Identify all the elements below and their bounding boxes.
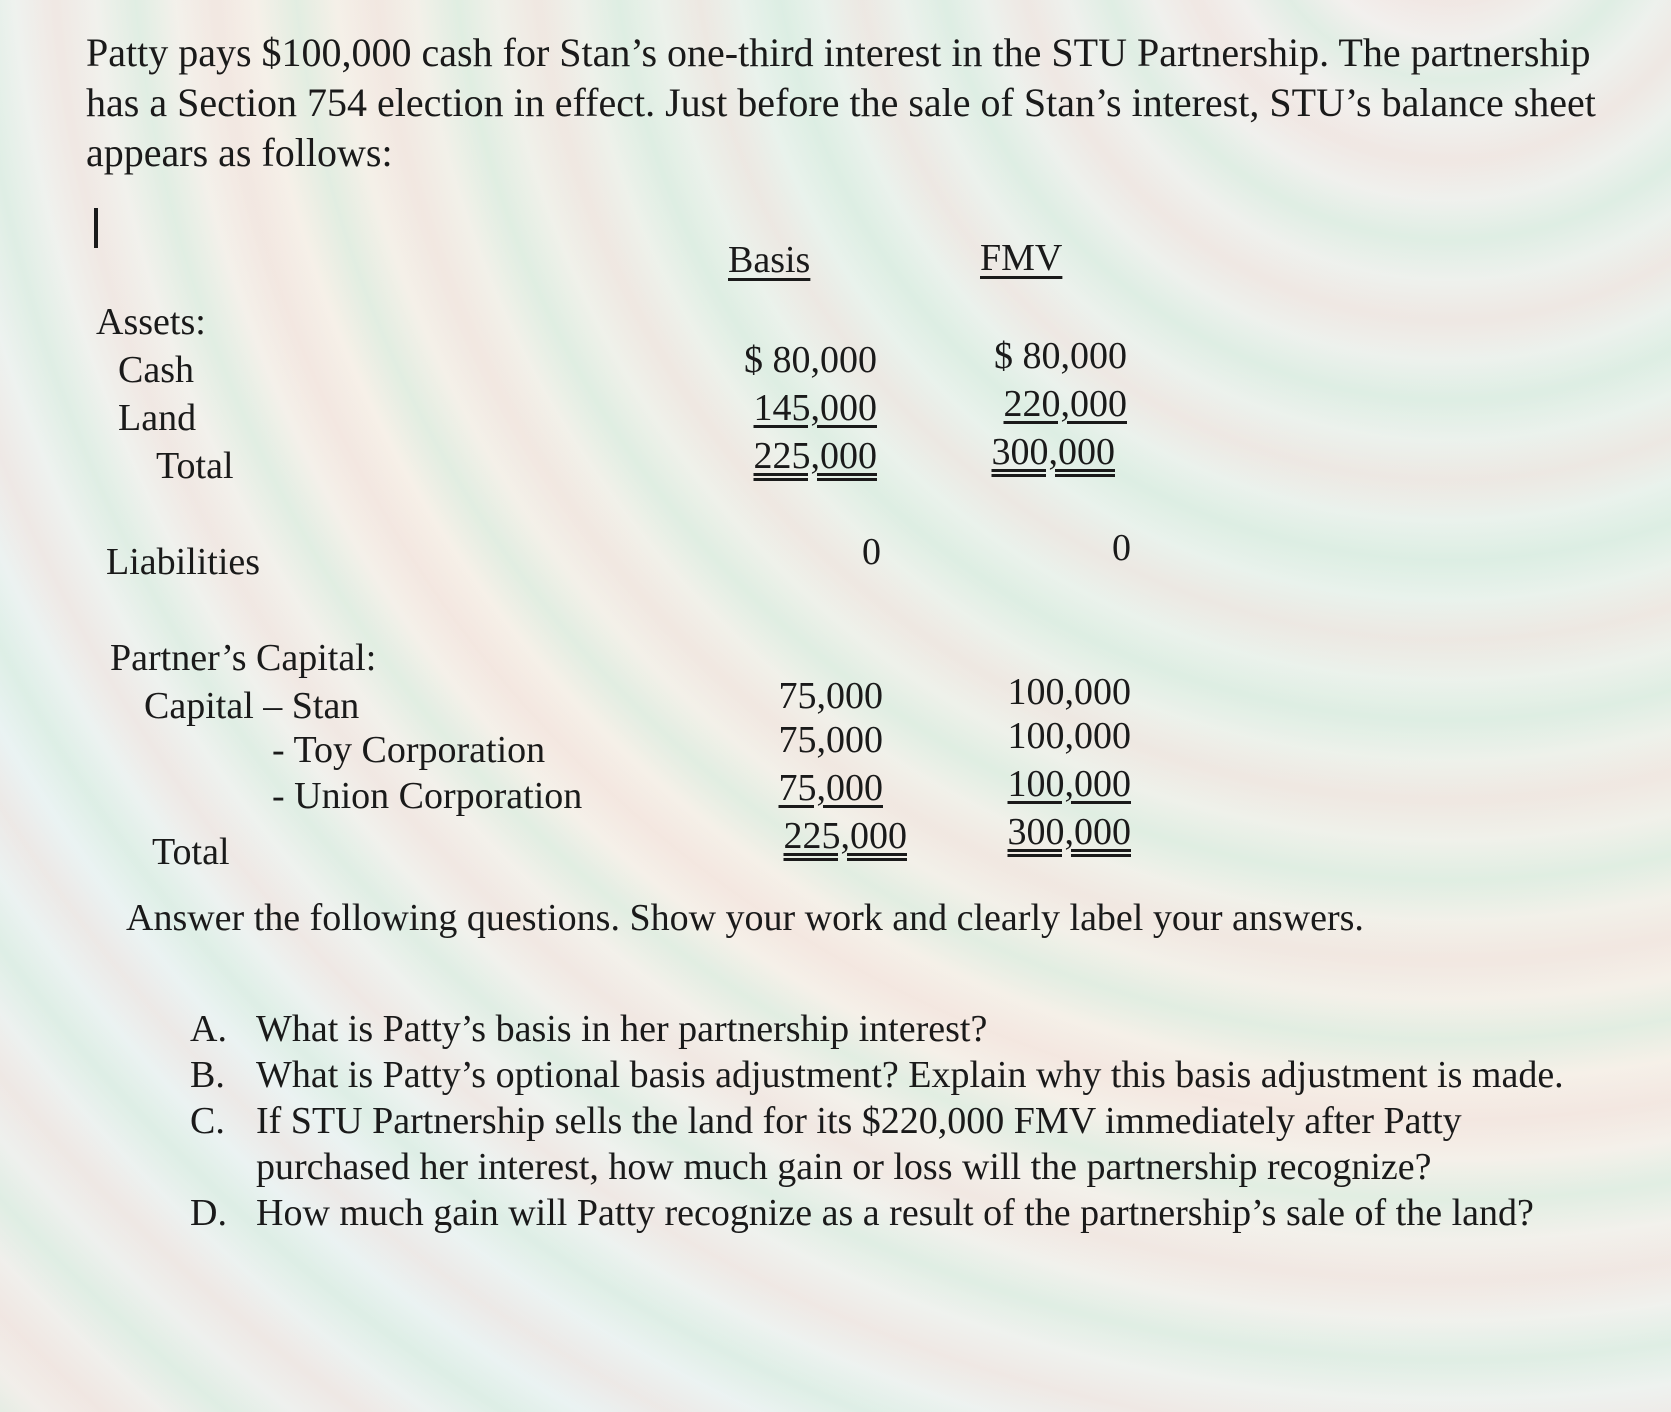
question-text: If STU Partnership sells the land for its $220,000 FMV immediately after Patty purchased her interest, how much gain or loss will the partnership recognize? <box>256 1100 1462 1188</box>
liabilities-label: Liabilities <box>106 541 261 583</box>
question-list <box>190 1006 1590 1236</box>
question-item <box>190 1190 1590 1236</box>
capital-union-fmv-value: 100,000 <box>1007 763 1131 805</box>
capital-stan-label: Capital – Stan <box>144 685 360 727</box>
land-basis-value: 145,000 <box>753 387 877 429</box>
capital-total-basis-value: 225,000 <box>783 815 907 857</box>
question-letter: C. <box>190 1100 225 1142</box>
assets-total-basis-value: 225,000 <box>753 435 877 477</box>
question-letter: B. <box>190 1054 225 1096</box>
question-text: What is Patty’s optional basis adjustment? Explain why this basis adjustment is made. <box>256 1054 1564 1096</box>
capital-union-label: - Union Corporation <box>272 775 583 817</box>
capital-stan-basis-value: 75,000 <box>778 675 883 717</box>
question-letter: A. <box>190 1008 227 1050</box>
capital-toy-fmv-value: 100,000 <box>1007 715 1131 757</box>
land-label: Land <box>118 397 197 439</box>
capital-toy-basis-value: 75,000 <box>778 719 883 761</box>
column-header-basis: Basis <box>728 239 811 281</box>
assets-total-fmv-value: 300,000 <box>991 431 1115 473</box>
liabilities-fmv-value: 0 <box>1112 527 1131 569</box>
capital-toy-label: - Toy Corporation <box>272 729 546 771</box>
cash-basis-value: $ 80,000 <box>744 339 877 381</box>
capital-total-fmv-value: 300,000 <box>1007 811 1131 853</box>
question-item <box>190 1052 1590 1098</box>
capital-heading: Partner’s Capital: <box>110 637 377 679</box>
question-text: What is Patty’s basis in her partnership interest? <box>256 1008 988 1050</box>
question-text: How much gain will Patty recognize as a result of the partnership’s sale of the land? <box>256 1192 1534 1234</box>
capital-union-basis-value: 75,000 <box>778 767 883 809</box>
question-item <box>190 1006 1590 1052</box>
question-item <box>190 1098 1590 1190</box>
land-fmv-value: 220,000 <box>1003 383 1127 425</box>
assets-total-label: Total <box>156 445 234 487</box>
cash-fmv-value: $ 80,000 <box>994 335 1127 377</box>
capital-total-label: Total <box>152 831 230 873</box>
assets-heading: Assets: <box>96 301 206 343</box>
problem-intro: Patty pays $100,000 cash for Stan’s one-third interest in the STU Partnership. The partnership has a Section 754 election in effect. Just before the sale of Stan’s interest, STU’s balance sheet appears as follows: <box>86 30 1596 175</box>
liabilities-basis-value: 0 <box>862 531 881 573</box>
text-cursor <box>94 208 98 248</box>
instructions-text: Answer the following questions. Show your work and clearly label your answers. <box>126 897 1364 939</box>
capital-stan-fmv-value: 100,000 <box>1007 671 1131 713</box>
column-header-fmv: FMV <box>980 237 1063 279</box>
cash-label: Cash <box>118 349 194 391</box>
question-letter: D. <box>190 1192 227 1234</box>
